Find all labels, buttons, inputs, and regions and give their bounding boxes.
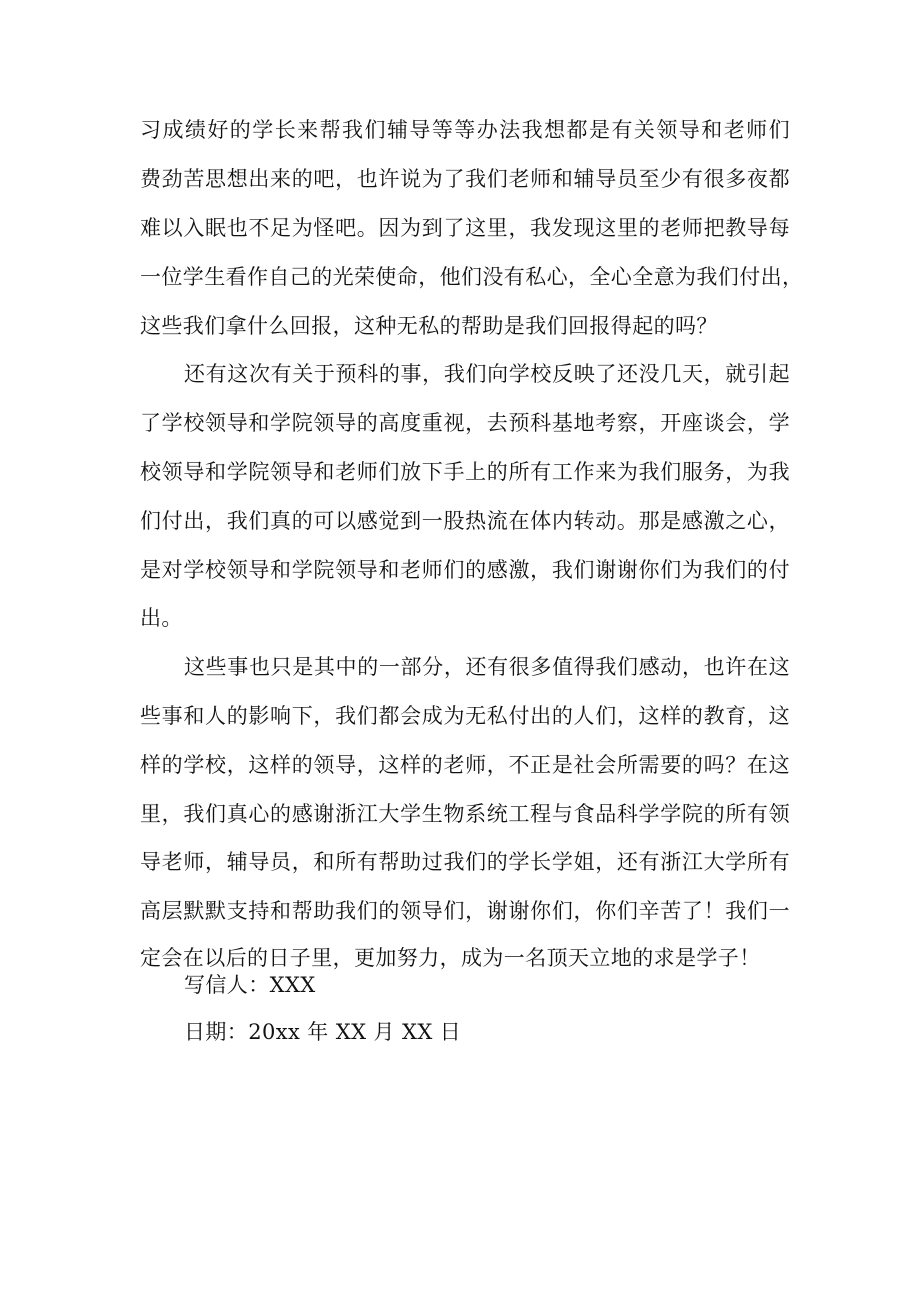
paragraph-line: 们付出，我们真的可以感觉到一股热流在体内转动。那是感激之心，	[140, 509, 790, 533]
signature-date: 日期：20xx 年 XX 月 XX 日	[184, 1020, 462, 1044]
paragraph-line: 定会在以后的日子里，更加努力，成为一名顶天立地的求是学子！	[140, 946, 761, 970]
paragraph-line: 校领导和学院领导和老师们放下手上的所有工作来为我们服务，为我	[140, 460, 790, 484]
paragraph-line: 习成绩好的学长来帮我们辅导等等办法我想都是有关领导和老师们	[140, 118, 790, 142]
paragraph-line: 高层默默支持和帮助我们的领导们，谢谢你们，你们辛苦了！我们一	[140, 899, 790, 923]
paragraph-line: 费劲苦思想出来的吧，也许说为了我们老师和辅导员至少有很多夜都	[140, 167, 790, 191]
paragraph-line: 是对学校领导和学院领导和老师们的感激，我们谢谢你们为我们的付	[140, 558, 790, 582]
paragraph-line: 一位学生看作自己的光荣使命，他们没有私心，全心全意为我们付出，	[140, 265, 804, 289]
paragraph-line: 出。	[140, 606, 183, 630]
paragraph-line: 里，我们真心的感谢浙江大学生物系统工程与食品科学学院的所有领	[140, 802, 790, 826]
paragraph-line: 还有这次有关于预科的事，我们向学校反映了还没几天，就引起	[184, 362, 790, 386]
paragraph-line: 样的学校，这样的领导，这样的老师，不正是社会所需要的吗？在这	[140, 753, 790, 777]
paragraph-line: 这些我们拿什么回报，这种无私的帮助是我们回报得起的吗？	[140, 314, 718, 338]
paragraph-line: 些事和人的影响下，我们都会成为无私付出的人们，这样的教育，这	[140, 704, 790, 728]
paragraph-line: 这些事也只是其中的一部分，还有很多值得我们感动，也许在这	[184, 655, 790, 679]
signature-writer: 写信人：XXX	[184, 973, 316, 997]
paragraph-line: 导老师，辅导员，和所有帮助过我们的学长学姐，还有浙江大学所有	[140, 850, 790, 874]
paragraph-line: 难以入眠也不足为怪吧。因为到了这里，我发现这里的老师把教导每	[140, 216, 790, 240]
paragraph-line: 了学校领导和学院领导的高度重视，去预科基地考察，开座谈会，学	[140, 411, 790, 435]
